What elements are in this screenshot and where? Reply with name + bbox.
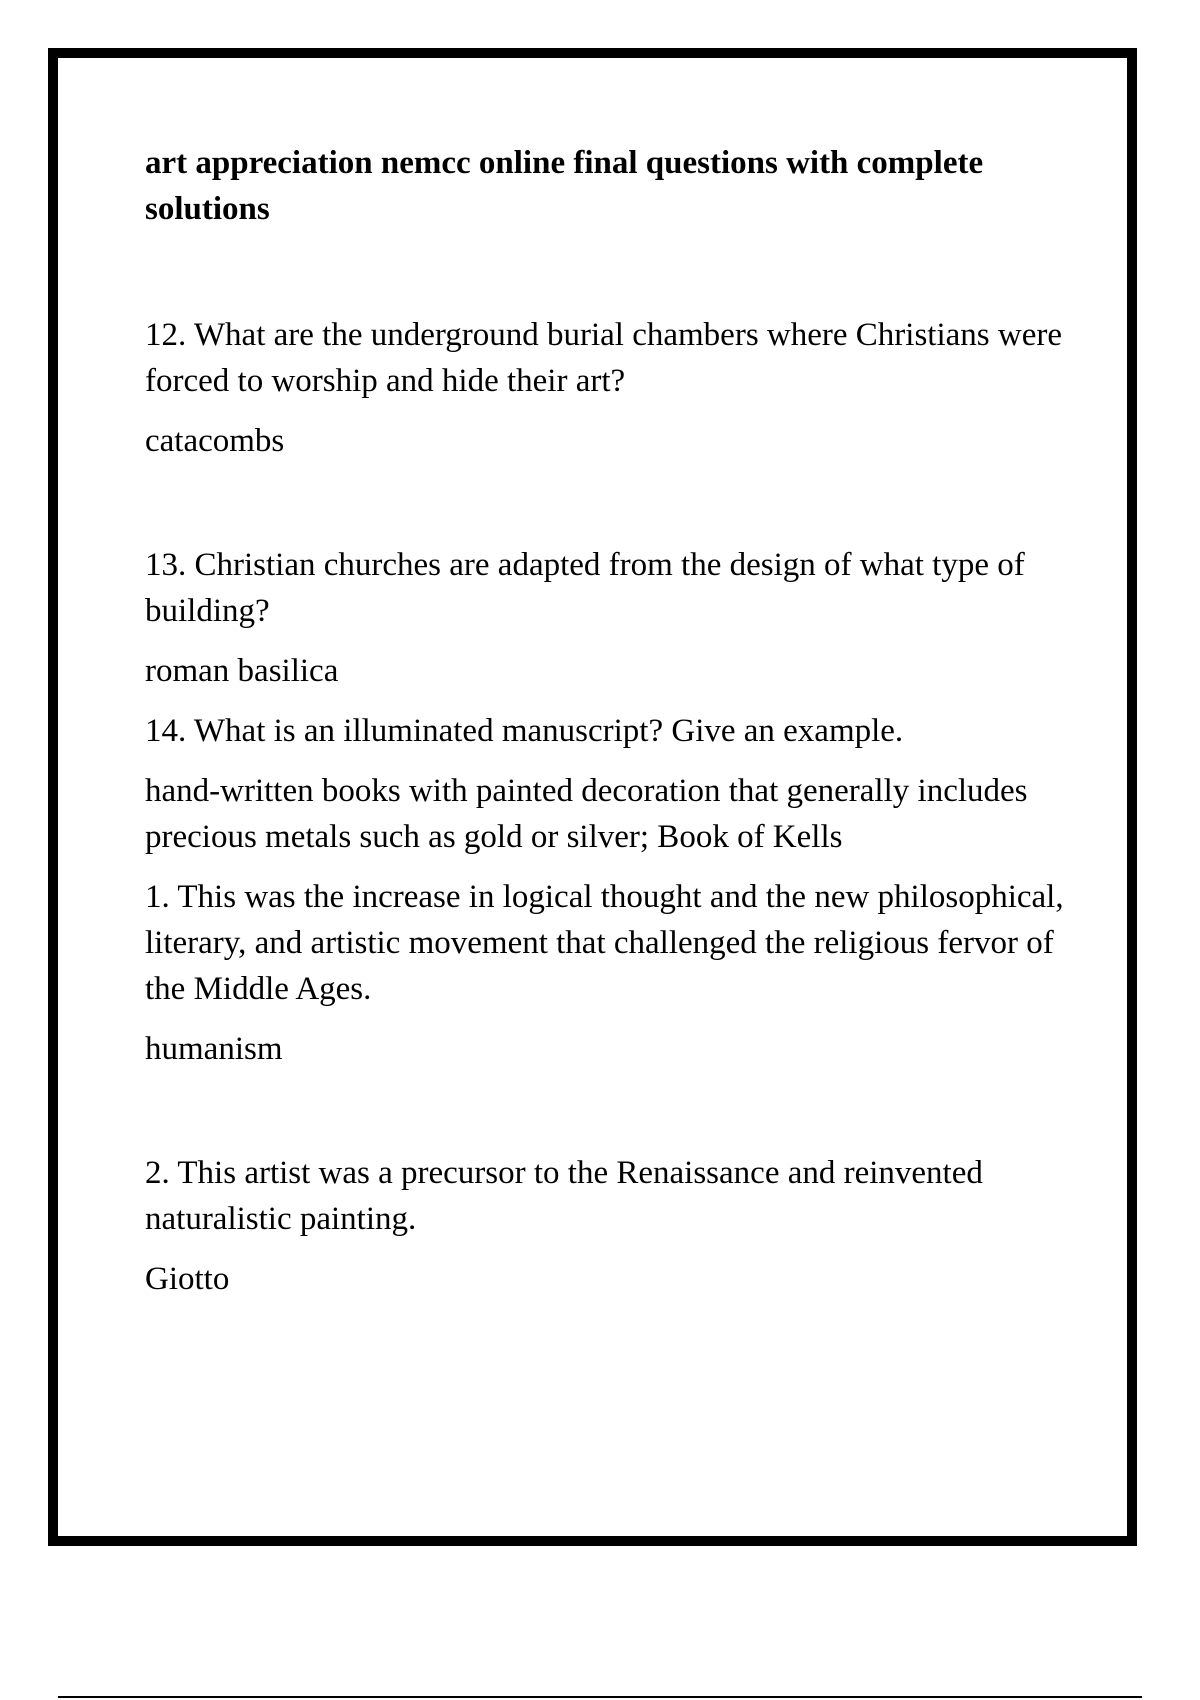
qa-item-1 (145, 874, 1095, 1072)
question-text: 1. This was the increase in logical thought and the new philosophical, literary, and artistic movement that challenged the religious fervor of the Middle Ages. (145, 879, 1064, 1007)
answer-text: humanism (145, 1031, 283, 1067)
qa-item-2 (145, 1150, 1095, 1302)
qa-item-13 (145, 542, 1095, 694)
footer-divider (58, 1696, 1142, 1698)
answer-text: hand-written books with painted decoration that generally includes precious metals such as gold or silver; Book of Kells (145, 773, 1028, 855)
question-text: 14. What is an illuminated manuscript? Give an example. (145, 713, 904, 749)
document-content (145, 140, 1095, 1302)
answer-text: roman basilica (145, 653, 339, 689)
answer-text: catacombs (145, 423, 285, 459)
qa-item-14 (145, 708, 1095, 860)
question-text: 12. What are the underground burial chambers where Christians were forced to worship and hide their art? (145, 317, 1062, 399)
question-text: 13. Christian churches are adapted from the design of what type of building? (145, 547, 1025, 629)
question-text: 2. This artist was a precursor to the Renaissance and reinvented naturalistic painting. (145, 1155, 983, 1237)
document-title: art appreciation nemcc online final questions with complete solutions (145, 145, 984, 227)
answer-text: Giotto (145, 1261, 230, 1297)
qa-item-12 (145, 312, 1095, 464)
